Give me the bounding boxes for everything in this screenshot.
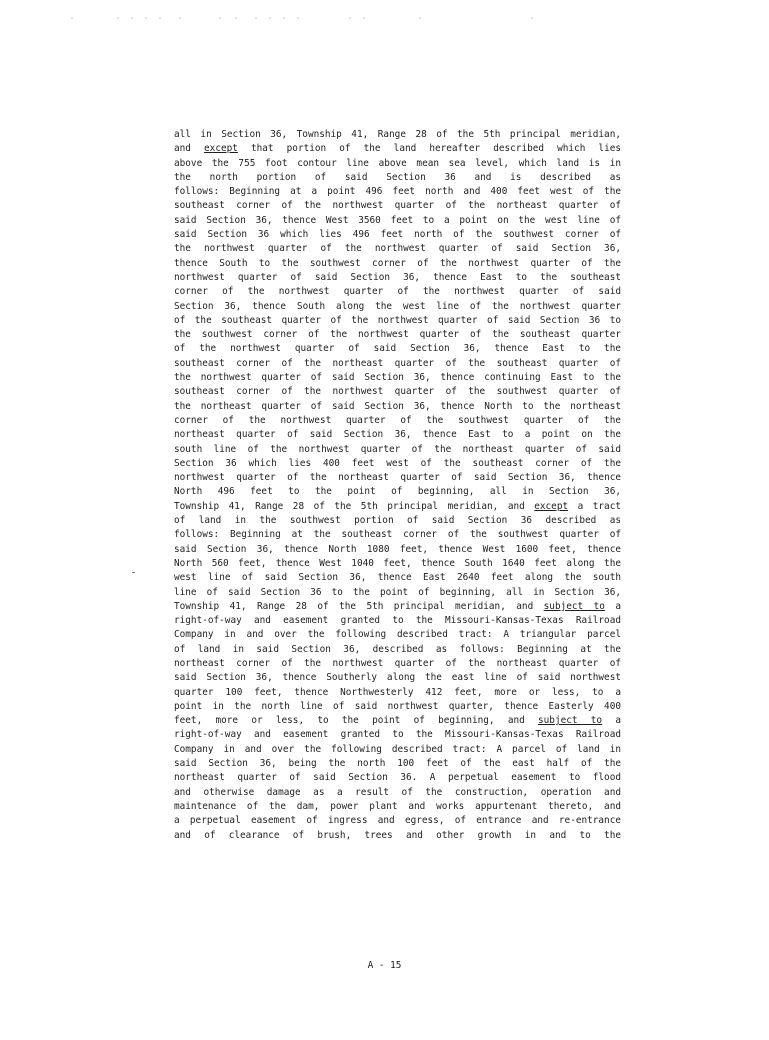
text-line (174, 571, 621, 585)
text-segment: a (602, 715, 621, 727)
text-segment: southeast corner of the northwest quarter of the southwest quarter of (174, 386, 621, 398)
text-segment: and (174, 143, 205, 155)
text-line (174, 714, 621, 728)
text-segment: North 560 feet, thence West 1040 feet, thence South 1640 feet along the (174, 557, 621, 569)
text-segment: northwest quarter of the northeast quarter of said Section 36, thence (174, 472, 621, 484)
text-line (174, 157, 621, 171)
underlined-term: except (204, 143, 238, 155)
text-segment: quarter 100 feet, thence Northwesterly 412 feet, more or less, to a (174, 686, 621, 698)
text-line (174, 371, 621, 385)
text-line (174, 471, 621, 485)
text-segment: that portion of the land hereafter described which lies (237, 143, 621, 155)
text-segment: a tract (568, 500, 621, 512)
underlined-term: subject to (538, 715, 603, 727)
text-line (174, 800, 621, 814)
text-line (174, 643, 621, 657)
text-segment: west line of said Section 36, thence East 2640 feet along the south (174, 572, 621, 584)
text-segment: Company in and over the following described tract: A triangular parcel (174, 629, 621, 641)
text-segment: corner of the northwest quarter of the southwest quarter of the (174, 414, 621, 426)
text-segment: said Section 36, thence North 1080 feet, thence West 1600 feet, thence (174, 543, 621, 555)
text-line (174, 500, 621, 514)
text-segment: Section 36, thence South along the west line of the northwest quarter (174, 300, 621, 312)
text-segment: the northeast quarter of said Section 36, thence North to the northeast (174, 400, 621, 412)
text-segment: south line of the northwest quarter of the northeast quarter of said (174, 443, 621, 455)
text-segment: right-of-way and easement granted to the Missouri-Kansas-Texas Railroad (174, 729, 621, 741)
underlined-term: except (534, 500, 569, 512)
text-segment: a perpetual easement of ingress and egress, of entrance and re-entrance (174, 815, 621, 827)
text-line (174, 428, 621, 442)
text-line (174, 328, 621, 342)
text-segment: of the southeast quarter of the northwest quarter of said Section 36 to (174, 314, 621, 326)
text-segment: the north portion of said Section 36 and is described as (174, 171, 621, 183)
text-segment: of land in the southwest portion of said Section 36 described as (174, 515, 621, 527)
text-line (174, 757, 621, 771)
scan-artifact-dots (70, 14, 540, 22)
text-line (174, 628, 621, 642)
text-line (174, 657, 621, 671)
text-segment: southeast corner of the northeast quarter of the southeast quarter of (174, 357, 621, 369)
text-segment: and otherwise damage as a result of the construction, operation and (174, 786, 621, 798)
text-segment: maintenance of the dam, power plant and works appurtenant thereto, and (174, 800, 621, 812)
text-line (174, 271, 621, 285)
text-segment: all in Section 36, Township 41, Range 28 of the 5th principal meridian, (174, 129, 621, 140)
text-line (174, 228, 621, 242)
text-segment: right-of-way and easement granted to the Missouri-Kansas-Texas Railroad (174, 615, 621, 627)
text-line (174, 586, 621, 600)
text-line (174, 814, 621, 828)
text-segment: said Section 36, being the north 100 feet of the east half of the (174, 758, 621, 770)
text-segment: northeast quarter of said Section 36, thence East to a point on the (174, 429, 621, 441)
text-line (174, 385, 621, 399)
underlined-term: subject to (543, 600, 605, 612)
text-line (174, 314, 621, 328)
text-segment: feet, more or less, to the point of beginning, and (174, 715, 539, 727)
text-segment: Township 41, Range 28 of the 5th principal meridian, and (174, 600, 544, 612)
text-segment: of land in said Section 36, described as follows: Beginning at the (174, 643, 621, 655)
text-segment: the southwest corner of the northwest quarter of the southeast quarter (174, 329, 621, 341)
text-line (174, 728, 621, 742)
text-segment: line of said Section 36 to the point of beginning, all in Section 36, (174, 586, 621, 598)
text-line (174, 300, 621, 314)
text-segment: above the 755 foot contour line above mean sea level, which land is in (174, 157, 621, 169)
text-line (174, 443, 621, 457)
text-line (174, 457, 621, 471)
text-line (174, 528, 621, 542)
text-segment: and of clearance of brush, trees and other growth in and to the (174, 829, 621, 841)
text-line (174, 128, 621, 142)
text-line (174, 185, 621, 199)
text-segment: Township 41, Range 28 of the 5th principal meridian, and (174, 500, 535, 512)
text-segment: the northwest quarter of said Section 36, thence continuing East to the (174, 372, 621, 384)
text-segment: Section 36 which lies 400 feet west of the southeast corner of the (174, 457, 621, 469)
text-line (174, 142, 621, 156)
text-line (174, 543, 621, 557)
text-segment: northeast corner of the northwest quarter of the northeast quarter of (174, 657, 621, 669)
text-segment: point in the north line of said northwest quarter, thence Easterly 400 (174, 700, 621, 712)
text-line (174, 400, 621, 414)
text-line (174, 700, 621, 714)
text-line (174, 257, 621, 271)
text-line (174, 686, 621, 700)
text-line (174, 485, 621, 499)
text-segment: northwest quarter of said Section 36, thence East to the southeast (174, 271, 621, 283)
text-segment: said Section 36, thence Southerly along the east line of said northwest (174, 672, 621, 684)
text-segment: northeast quarter of said Section 36. A perpetual easement to flood (174, 772, 621, 784)
text-line (174, 743, 621, 757)
text-line (174, 771, 621, 785)
text-segment: said Section 36, thence West 3560 feet to a point on the west line of (174, 214, 621, 226)
legal-description-body (174, 128, 621, 843)
text-segment: follows: Beginning at the southeast corner of the southwest quarter of (174, 529, 621, 541)
text-segment: the northwest quarter of the northwest quarter of said Section 36, (174, 243, 621, 255)
text-line (174, 171, 621, 185)
text-segment: a (604, 600, 621, 612)
text-line (174, 557, 621, 571)
text-line (174, 342, 621, 356)
text-line (174, 514, 621, 528)
text-line (174, 829, 621, 843)
text-line (174, 214, 621, 228)
text-line (174, 614, 621, 628)
text-line (174, 357, 621, 371)
text-segment: said Section 36 which lies 496 feet north of the southwest corner of (174, 229, 621, 241)
text-segment: southeast corner of the northwest quarter of the northeast quarter of (174, 200, 621, 212)
text-segment: follows: Beginning at a point 496 feet north and 400 feet west of the (174, 186, 621, 198)
text-segment: of the northwest quarter of said Section 36, thence East to the (174, 343, 621, 355)
text-line (174, 414, 621, 428)
text-segment: corner of the northwest quarter of the northwest quarter of said (174, 286, 621, 298)
text-line (174, 242, 621, 256)
text-segment: Company in and over the following described tract: A parcel of land in (174, 743, 621, 755)
text-segment: thence South to the southwest corner of the northwest quarter of the (174, 257, 621, 269)
text-line (174, 671, 621, 685)
text-line (174, 786, 621, 800)
page-number: A - 15 (367, 960, 402, 971)
text-segment: North 496 feet to the point of beginning, all in Section 36, (174, 486, 621, 498)
margin-mark (132, 572, 135, 573)
text-line (174, 285, 621, 299)
text-line (174, 199, 621, 213)
text-line (174, 600, 621, 614)
